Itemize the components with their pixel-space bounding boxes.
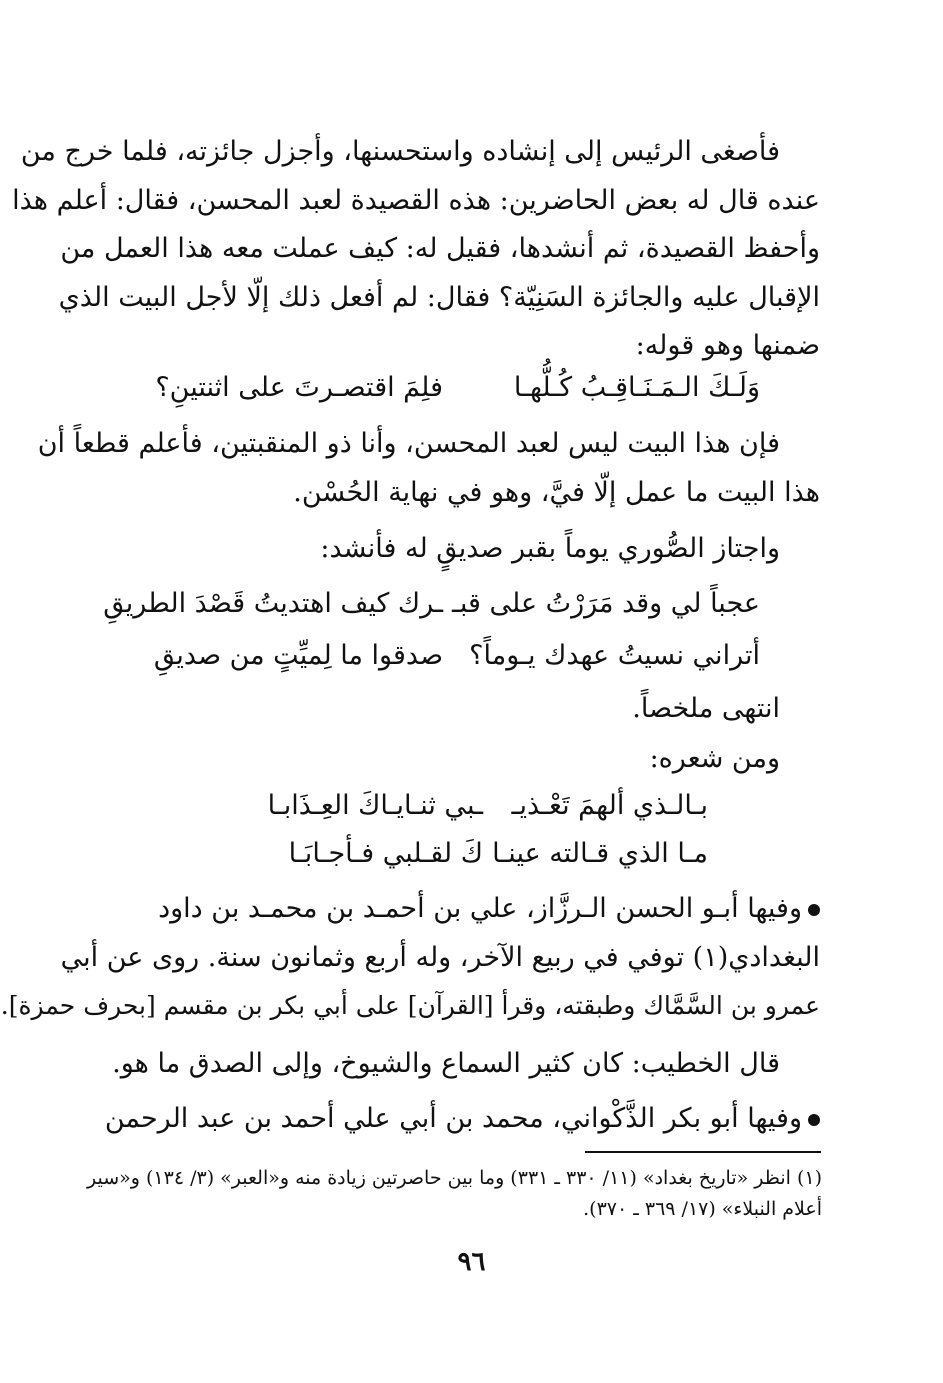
- footnote-line: (١) انظر «تاريخ بغداد» (١١/ ٣٣٠ ـ ٣٣١) وما بين حاصرتين زيادة منه و«العبر» (٣/ ١٣٤) و«سير: [87, 1167, 822, 1189]
- entry-text: وفيها أبو بكر الذَّكْواني، محمد بن أبي علي أحمد بن عبد الرحمن: [104, 1103, 802, 1134]
- paragraph-2: [37, 420, 820, 517]
- text-line: هذا البيت ما عمل إلّا فيَّ، وهو في نهاية الحُسْن.: [293, 476, 820, 508]
- text-line: ومن شعره:: [649, 743, 780, 774]
- paragraph-4: [100, 685, 820, 734]
- text-line: قال الخطيب: كان كثير السماع والشيوخ، وإلى الصدق ما هو.: [112, 1048, 780, 1079]
- entry-text: وفيها أبـو الحسن الـرزَّاز، علي بن أحمـد بن محمـد بن داود: [158, 893, 802, 924]
- verse-hemistich: بـالـذي ألهمَ تَعْـذيـ: [511, 790, 708, 821]
- paragraph-1: [12, 128, 820, 371]
- text-line: فأصغى الرئيس إلى إنشاده واستحسنها، وأجزل جائزته، فلما خرج من: [20, 136, 780, 167]
- paragraph-3: [100, 525, 820, 574]
- text-line: [100, 1095, 820, 1144]
- bullet-icon: [808, 1114, 820, 1126]
- verse-hemistich: وَلَـكَ الـمَـنَـاقِـبُ كُـلُّهـا: [513, 372, 760, 403]
- text-line: ضمنها وهو قوله:: [635, 330, 820, 361]
- text-line: فإن هذا البيت ليس لعبد المحسن، وأنا ذو المنقبتين، فأعلم قطعاً أن: [37, 428, 780, 459]
- verse-hemistich: ـرك كيف اهتديتُ قَصْدَ الطريقِ: [103, 588, 443, 619]
- text-line: عمرو بن السَّمَّاك وطبقته، وقرأ [القرآن] على أبي بكر بن مقسم [بحرف حمزة].: [0, 991, 820, 1020]
- text-line: عنده قال له بعض الحاضرين: هذه القصيدة لعبد المحسن، فقال: أعلم هذا: [12, 184, 820, 216]
- verse-hemistich: ـبي ثنـايـاكَ العِـذَابـا: [267, 790, 483, 821]
- verse-hemistich: أتراني نسيتُ عهدك يـوماً؟: [469, 640, 760, 671]
- text-line: وأحفظ القصيدة، ثم أنشدها، فقيل له: كيف عملت معه هذا العمل من: [60, 233, 820, 264]
- footnote: [87, 1163, 822, 1225]
- footnote-line: أعلام النبلاء» (١٧/ ٣٦٩ ـ ٣٧٠).: [583, 1198, 822, 1220]
- text-line: انتهى ملخصاً.: [632, 693, 780, 724]
- verse-hemistich: فلِمَ اقتصـرتَ على اثنتينِ؟: [155, 372, 443, 403]
- entry-1: [0, 885, 820, 1031]
- verse-hemistich: مـا الذي قـالته عينـا: [492, 838, 708, 869]
- text-line: واجتاز الصُّوري يوماً بقبر صديقٍ له فأنشد:: [320, 533, 780, 564]
- text-line: البغدادي(١) توفي في ربيع الآخر، وله أربع وثمانون سنة. روى عن أبي: [60, 941, 820, 973]
- verse-hemistich: عجباً لي وقد مَرَرْتُ على قبـ: [451, 588, 760, 619]
- paragraph-5: [100, 735, 820, 784]
- text-line: [100, 885, 820, 934]
- entry-2: [100, 1095, 820, 1144]
- bullet-icon: [808, 904, 820, 916]
- page-number: ٩٦: [457, 1247, 486, 1277]
- verse-hemistich: كَ لقـلبي فـأجـابَـا: [288, 838, 483, 869]
- text-line: الإقبال عليه والجائزة السَنِيّة؟ فقال: لم أفعل ذلك إلّا لأجل البيت الذي: [58, 281, 820, 313]
- footnote-divider: [585, 1151, 821, 1153]
- paragraph-6: [100, 1040, 820, 1089]
- verse-hemistich: صدقوا ما لِميِّتٍ من صديقِ: [153, 640, 443, 671]
